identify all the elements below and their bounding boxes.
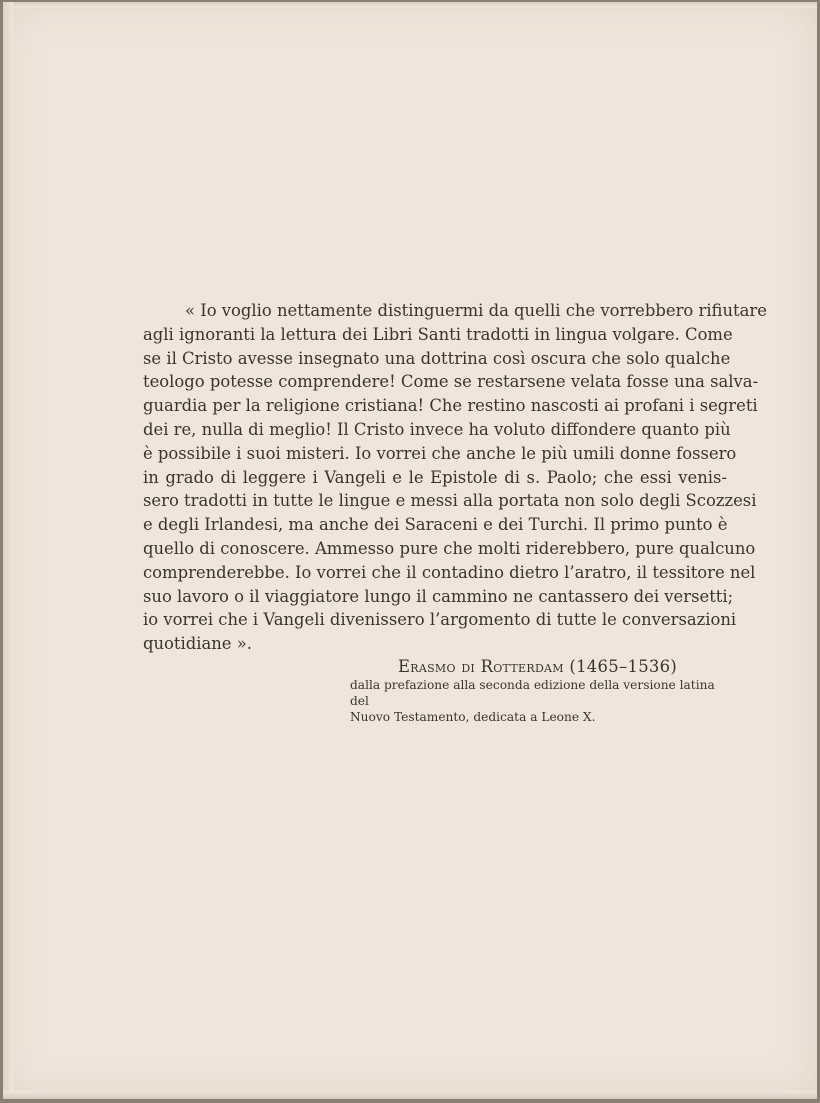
source-note-line: dalla prefazione alla seconda edizione della versione latina del [350, 678, 715, 708]
quote-line: guardia per la religione cristiana! Che restino nascosti ai profani i segreti [143, 396, 758, 416]
quote-line: quotidiane ». [143, 634, 252, 654]
page-left-edge [3, 2, 13, 1099]
quote-line: comprenderebbe. Io vorrei che il contadino dietro l’aratro, il tessitore nel [143, 562, 756, 582]
quote-line: « Io voglio nettamente distinguermi da quelli che vorrebbero rifiutare [185, 301, 767, 320]
quote-line: quello di conoscere. Ammesso pure che molti riderebbero, pure qualcuno [143, 538, 756, 558]
source-note-line: Nuovo Testamento, dedicata a Leone X. [350, 710, 596, 724]
quote-line: suo lavoro o il viaggiatore lungo il cammino ne cantassero dei versetti; [143, 586, 734, 606]
quote-line: sero tradotti in tutte le lingue e messi alla portata non solo degli Scozzesi [143, 491, 757, 511]
quote-line: agli ignoranti la lettura dei Libri Santi tradotti in lingua volgare. Come [143, 324, 733, 344]
book-page [3, 2, 817, 1099]
page-top-edge [3, 2, 817, 8]
page-bottom-edge [3, 1091, 817, 1099]
quote-line: se il Cristo avesse insegnato una dottrina così oscura che solo qualche [143, 348, 731, 368]
author-name: Erasmo di Rotterdam (1465–1536) [398, 657, 678, 676]
quote-line: teologo potesse comprendere! Come se restarsene velata fosse una salva- [143, 372, 759, 392]
quote-line: dei re, nulla di meglio! Il Cristo invece ha voluto diffondere quanto più [143, 419, 731, 439]
quote-line: in grado di leggere i Vangeli e le Epistole di s. Paolo; che essi venis- [143, 467, 727, 487]
quote-line: io vorrei che i Vangeli divenissero l’argomento di tutte le conversazioni [143, 610, 737, 630]
quote-block [143, 299, 767, 656]
quote-line: e degli Irlandesi, ma anche dei Saraceni e dei Turchi. Il primo punto è [143, 515, 728, 535]
attribution [350, 657, 730, 726]
quote-line: è possibile i suoi misteri. Io vorrei che anche le più umili donne fossero [143, 443, 737, 463]
